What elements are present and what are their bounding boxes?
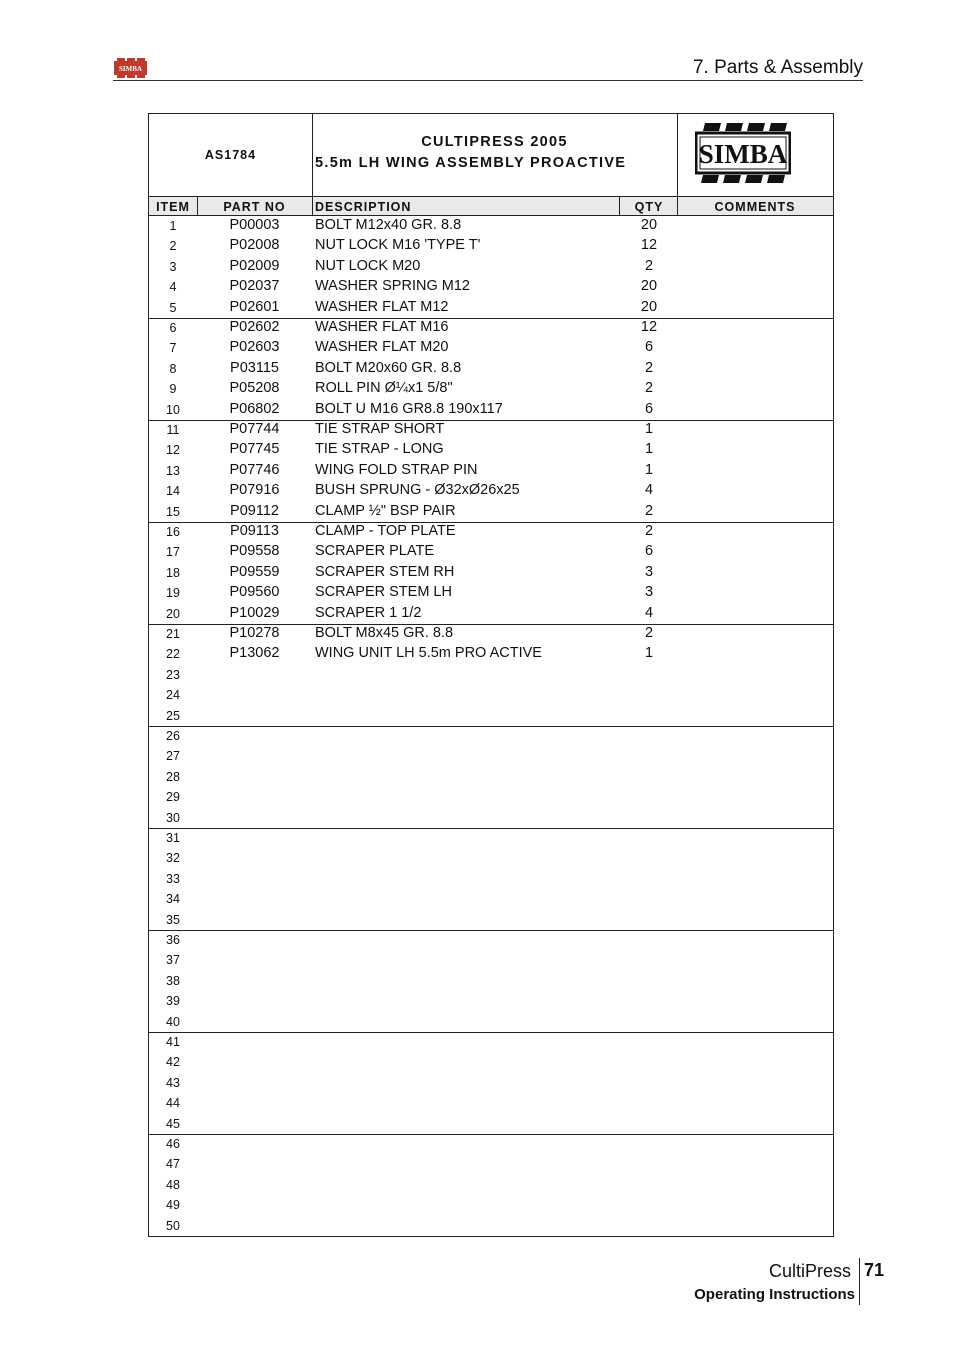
footer-rule (859, 1258, 860, 1305)
qty-cell: 1 (644, 441, 654, 458)
item-cell: 30 (166, 810, 180, 825)
description-cell: WASHER SPRING M12 (315, 278, 470, 295)
item-cell: 38 (166, 973, 180, 988)
item-cell: 32 (166, 851, 180, 866)
description-cell: TIE STRAP SHORT (315, 421, 445, 437)
part-no-cell: P09112 (230, 502, 279, 519)
table-row (149, 461, 833, 481)
table-row (149, 746, 833, 766)
table-row (149, 420, 833, 440)
table-row (149, 971, 833, 991)
table-row (149, 848, 833, 868)
table-row (149, 563, 833, 583)
table-row (149, 726, 833, 746)
part-no-cell: P02009 (229, 257, 280, 274)
table-row (149, 1052, 833, 1072)
qty-cell: 2 (644, 380, 654, 397)
qty-cell: 3 (644, 584, 654, 601)
col-item: ITEM (156, 200, 190, 214)
description-cell: NUT LOCK M16 'TYPE T' (315, 237, 481, 254)
qty-cell: 2 (644, 257, 654, 274)
header-rule (113, 80, 863, 81)
part-no-cell: P10029 (229, 604, 280, 621)
footer-product: CultiPress (769, 1261, 852, 1281)
parts-sheet (148, 113, 834, 1237)
qty-cell: 1 (644, 461, 654, 478)
table-row (149, 1195, 833, 1215)
qty-cell: 12 (640, 319, 658, 335)
table-row (149, 604, 833, 624)
table-row (149, 1114, 833, 1134)
part-no-cell: P10278 (229, 625, 280, 641)
header-divider (312, 196, 313, 216)
item-cell: 12 (166, 443, 180, 458)
qty-cell: 6 (644, 400, 654, 417)
description-cell: SCRAPER STEM LH (315, 584, 452, 601)
item-cell: 43 (166, 1075, 180, 1090)
svg-text:SIMBA: SIMBA (119, 65, 142, 73)
part-no-cell: P09113 (230, 523, 279, 539)
description-cell: WING FOLD STRAP PIN (315, 461, 478, 478)
description-cell: BOLT M20x60 GR. 8.8 (315, 359, 462, 376)
table-row (149, 930, 833, 950)
description-cell: TIE STRAP - LONG (315, 441, 444, 458)
qty-cell: 6 (644, 543, 654, 560)
simba-logo-small (113, 58, 148, 78)
part-no-cell: P07746 (229, 461, 280, 478)
table-row (149, 1175, 833, 1195)
item-cell: 11 (166, 423, 180, 437)
item-cell: 4 (169, 280, 177, 295)
item-cell: 2 (169, 239, 177, 254)
description-cell: WASHER FLAT M12 (315, 298, 449, 315)
item-cell: 22 (166, 647, 180, 662)
part-no-cell: P00003 (229, 217, 280, 233)
item-cell: 49 (166, 1198, 180, 1213)
item-cell: 18 (166, 565, 180, 580)
part-no-cell: P02602 (229, 319, 280, 335)
table-row (149, 298, 833, 318)
footer-subtitle: Operating Instructions (694, 1286, 855, 1303)
column-headers (149, 196, 833, 216)
simba-logo (695, 121, 791, 185)
item-cell: 23 (166, 667, 180, 682)
item-cell: 16 (166, 525, 180, 539)
table-row (149, 481, 833, 501)
qty-cell: 2 (644, 625, 654, 641)
qty-cell: 6 (644, 339, 654, 356)
item-cell: 8 (169, 361, 177, 376)
description-cell: SCRAPER PLATE (315, 543, 434, 560)
description-cell: NUT LOCK M20 (315, 257, 421, 274)
part-no-cell: P02037 (229, 278, 280, 295)
item-cell: 39 (166, 994, 180, 1009)
item-cell: 6 (169, 321, 177, 335)
svg-text:SIMBA: SIMBA (698, 139, 788, 169)
item-cell: 48 (166, 1177, 180, 1192)
description-cell: CLAMP - TOP PLATE (315, 523, 456, 539)
title-line-2: 5.5m LH WING ASSEMBLY PROACTIVE (315, 155, 627, 171)
qty-cell: 2 (644, 502, 654, 519)
item-cell: 42 (166, 1055, 180, 1070)
table-row (149, 1093, 833, 1113)
table-row (149, 644, 833, 664)
description-cell: SCRAPER 1 1/2 (315, 604, 422, 621)
table-row (149, 400, 833, 420)
part-no-cell: P07745 (229, 441, 280, 458)
item-cell: 20 (166, 606, 180, 621)
table-row (149, 257, 833, 277)
col-qty: QTY (634, 200, 664, 214)
page-number: 71 (864, 1260, 885, 1280)
description-cell: BOLT M8x45 GR. 8.8 (315, 625, 454, 641)
table-row (149, 950, 833, 970)
qty-cell: 1 (644, 645, 654, 662)
item-cell: 27 (166, 749, 180, 764)
item-cell: 50 (166, 1218, 180, 1233)
description-cell: WASHER FLAT M16 (315, 319, 449, 335)
table-row (149, 1216, 833, 1236)
table-row (149, 787, 833, 807)
item-cell: 19 (166, 586, 180, 601)
qty-cell: 2 (644, 359, 654, 376)
table-row (149, 624, 833, 644)
part-no-cell: P07744 (229, 421, 280, 437)
part-no-cell: P02008 (229, 237, 280, 254)
table-row (149, 522, 833, 542)
part-no-cell: P03115 (230, 359, 279, 376)
table-row (149, 338, 833, 358)
part-no-cell: P02601 (229, 298, 280, 315)
table-row (149, 318, 833, 338)
description-cell: ROLL PIN Ø¼x1 5/8" (315, 380, 453, 397)
table-row (149, 1154, 833, 1174)
part-no-cell: P09558 (229, 543, 280, 560)
item-cell: 44 (166, 1096, 180, 1111)
item-cell: 9 (169, 382, 177, 397)
col-part-no: PART NO (223, 200, 286, 214)
table-row (149, 379, 833, 399)
item-cell: 14 (166, 484, 180, 499)
part-no-cell: P09559 (229, 563, 280, 580)
qty-cell: 20 (640, 278, 658, 295)
item-cell: 35 (166, 912, 180, 927)
item-cell: 10 (166, 402, 180, 417)
table-row (149, 502, 833, 522)
table-row (149, 1073, 833, 1093)
table-row (149, 1012, 833, 1032)
description-cell: BOLT U M16 GR8.8 190x117 (315, 400, 503, 417)
qty-cell: 12 (640, 237, 658, 254)
qty-cell: 4 (644, 604, 654, 621)
table-row (149, 991, 833, 1011)
description-cell: WASHER FLAT M20 (315, 339, 449, 356)
item-cell: 5 (169, 300, 177, 315)
part-no-cell: P09560 (229, 584, 280, 601)
part-no-cell: P07916 (229, 482, 280, 499)
item-cell: 41 (166, 1035, 180, 1049)
table-row (149, 1134, 833, 1154)
item-cell: 21 (166, 627, 180, 641)
description-cell: CLAMP ½" BSP PAIR (315, 502, 456, 519)
table-row (149, 910, 833, 930)
table-row (149, 236, 833, 256)
table-row (149, 277, 833, 297)
item-cell: 3 (169, 259, 177, 274)
table-row (149, 889, 833, 909)
item-cell: 15 (166, 504, 180, 519)
header-divider (197, 196, 198, 216)
table-row (149, 583, 833, 603)
col-comments: COMMENTS (714, 200, 796, 214)
item-cell: 31 (166, 831, 180, 845)
item-cell: 1 (169, 219, 177, 233)
description-cell: WING UNIT LH 5.5m PRO ACTIVE (315, 645, 542, 662)
col-description: DESCRIPTION (315, 200, 412, 214)
description-cell: BOLT M12x40 GR. 8.8 (315, 217, 462, 233)
table-row (149, 665, 833, 685)
item-cell: 33 (166, 871, 180, 886)
item-cell: 28 (166, 769, 180, 784)
qty-cell: 4 (644, 482, 654, 499)
assembly-code: AS1784 (149, 114, 313, 196)
part-no-cell: P02603 (229, 339, 280, 356)
logo-cell (677, 114, 833, 196)
part-no-cell: P13062 (229, 645, 280, 662)
item-cell: 29 (166, 790, 180, 805)
table-row (149, 685, 833, 705)
table-row (149, 767, 833, 787)
item-cell: 34 (166, 892, 180, 907)
qty-cell: 3 (644, 563, 654, 580)
title-line-1: CULTIPRESS 2005 (421, 134, 568, 150)
item-cell: 46 (166, 1137, 180, 1151)
item-cell: 40 (166, 1014, 180, 1029)
qty-cell: 20 (640, 217, 658, 233)
table-row (149, 828, 833, 848)
qty-cell: 2 (644, 523, 654, 539)
description-cell: SCRAPER STEM RH (315, 563, 455, 580)
item-cell: 26 (166, 729, 180, 743)
header-divider (677, 196, 678, 216)
table-row (149, 542, 833, 562)
description-cell: BUSH SPRUNG - Ø32xØ26x25 (315, 482, 520, 499)
part-no-cell: P06802 (229, 400, 280, 417)
item-cell: 47 (166, 1157, 180, 1172)
item-cell: 45 (166, 1116, 180, 1131)
item-cell: 36 (166, 933, 180, 947)
table-row (149, 216, 833, 236)
table-row (149, 706, 833, 726)
qty-cell: 1 (644, 421, 654, 437)
item-cell: 24 (166, 688, 180, 703)
item-cell: 13 (166, 463, 180, 478)
table-row (149, 808, 833, 828)
table-row (149, 869, 833, 889)
item-cell: 7 (169, 341, 177, 356)
item-cell: 17 (166, 545, 180, 560)
header-divider (619, 196, 620, 216)
qty-cell: 20 (640, 298, 658, 315)
part-no-cell: P05208 (229, 380, 280, 397)
table-row (149, 440, 833, 460)
item-cell: 37 (166, 953, 180, 968)
table-row (149, 359, 833, 379)
section-title: 7. Parts & Assembly (692, 57, 863, 78)
table-row (149, 1032, 833, 1052)
assembly-title (312, 114, 678, 196)
item-cell: 25 (166, 708, 180, 723)
